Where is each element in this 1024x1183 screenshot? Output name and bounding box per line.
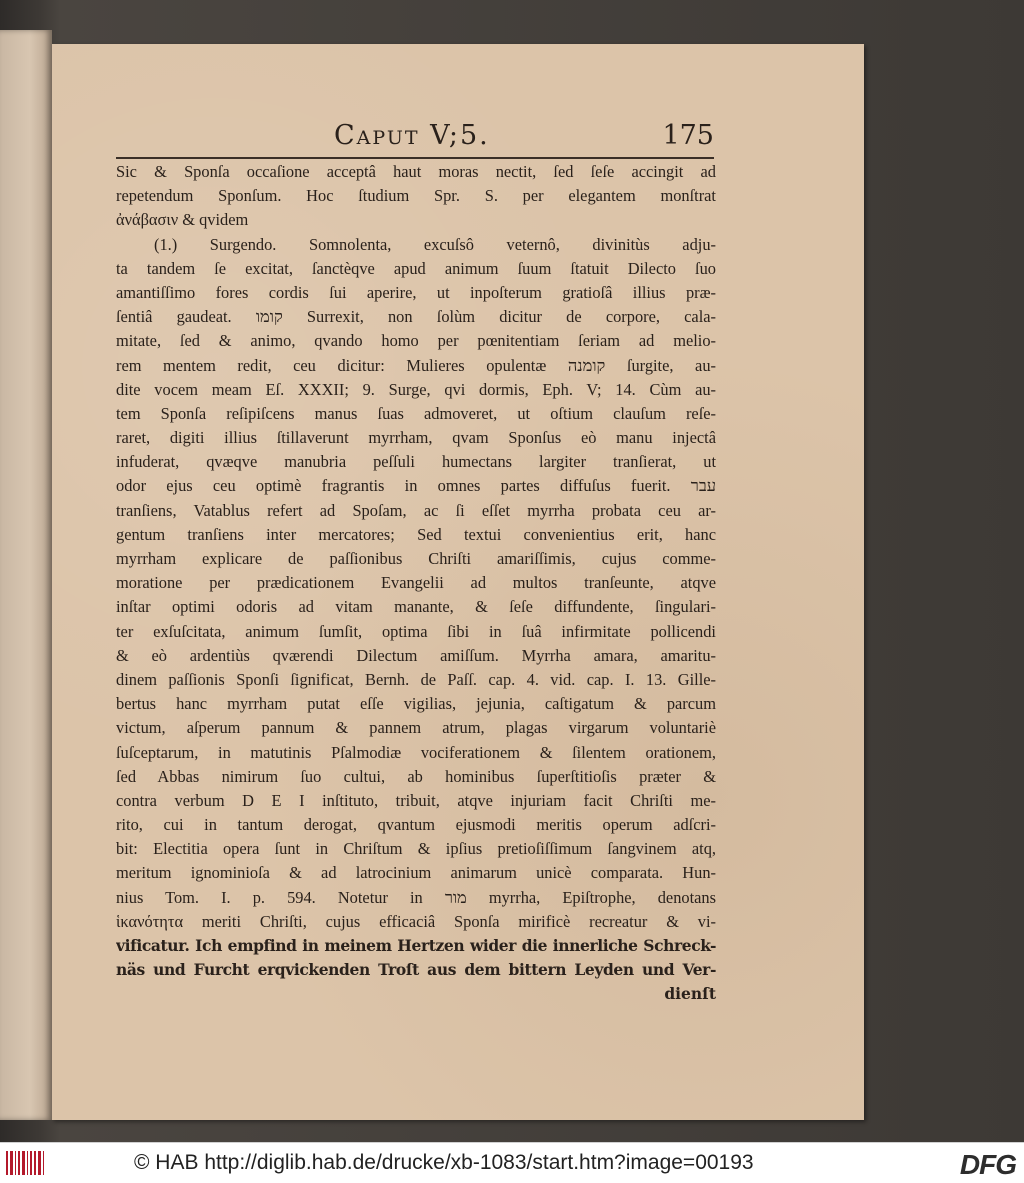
text-line: & eò ardentiùs qværendi Dilectum amiſſum. Myrrha amara, amaritu-	[116, 645, 716, 665]
text-line: infuderat, qvæqve manubria peſſuli humectans largiter tranſierat, ut	[116, 452, 716, 472]
text-line: Sic & Sponſa occaſione acceptâ haut moras nectit, ſed ſeſe accingit ad	[116, 162, 716, 181]
text-line: inſtar optimi odoris ad vitam manante, & ſeſe diffundente, ſingulari-	[116, 597, 716, 617]
text-line: amantiſſimo fores cordis ſui aperire, ut inpoſterum gratioſâ illius præ-	[116, 282, 716, 302]
text-line: rito, cui in tantum derogat, qvantum ejusmodi meritis operum adſcri-	[116, 815, 716, 835]
text-line: raret, digiti illius ſtillaverunt myrrham, qvam Sponſus eò manu injectâ	[116, 428, 716, 448]
text-line: ta tandem ſe excitat, ſanctèqve apud animum ſuum ſtatuit Dilecto ſuo	[116, 258, 716, 278]
text-line: moratione per prædicationem Evangelii ad multos tranſeunte, atqve	[116, 573, 716, 593]
text-line: mitate, ſed & animo, qvando homo per pœnitentiam ſeriam ad melio-	[116, 331, 716, 351]
text-line: rem mentem redit, ceu dicitur: Mulieres opulentæ קומנה ſurgite, au-	[116, 355, 716, 375]
text-line: ἱκανότητα meriti Chriſti, cujus efficaciâ Sponſa mirificè recreatur & vi-	[116, 911, 716, 931]
text-line: tranſiens, Vatablus refert ad Spoſam, ac ſi eſſet myrrha probata ceu ar-	[116, 500, 716, 520]
text-line: victum, aſperum pannum & pannem atrum, plagas virgarum voluntariè	[116, 718, 716, 738]
text-line: meritum ignominioſa & ad latrocinium animarum unicè comparata. Hun-	[116, 863, 716, 883]
text-line: myrrham explicare de paſſionibus Chriſti amariſſimis, cujus comme-	[116, 549, 716, 568]
text-line: bit: Electitia opera ſunt in Chriſtum & ipſius pretioſiſſimum ſangvinem atq,	[116, 839, 716, 859]
text-line: nius Tom. I. p. 594. Notetur in מור myrrha, Epiſtrophe, denotans	[116, 887, 716, 907]
text-line: bertus hanc myrrham putat eſſe vigilias, jejunia, caſtigatum & parcum	[116, 694, 716, 714]
copyright-link[interactable]: © HAB http://diglib.hab.de/drucke/xb-1083/start.htm?image=00193	[134, 1151, 754, 1174]
catchword: dienſt	[664, 984, 716, 1004]
head-rule	[116, 157, 714, 159]
facing-page-edge	[0, 30, 52, 1120]
page-number: 175	[662, 120, 714, 151]
text-line: ſed Abbas nimirum ſuo cultui, ab hominibus ſuperſtitioſis præter &	[116, 766, 716, 786]
text-line: ſentiâ gaudeat. קומו Surrexit, non ſolùm dicitur de corpore, cala-	[116, 307, 716, 327]
text-line: ter exſuſcitata, animum ſumſit, optima ſibi in ſuâ infirmitate pollicendi	[116, 621, 716, 641]
text-line: (1.) Surgendo. Somnolenta, excuſsô veternô, divinitùs adju-	[154, 234, 716, 254]
text-line: dite vocem meam Eſ. XXXII; 9. Surge, qvi dormis, Eph. V; 14. Cùm au-	[116, 379, 716, 399]
text-line: ἀνάβασιν & qvidem	[116, 210, 249, 230]
text-line: repetendum Sponſum. Hoc ſtudium Spr. S. per elegantem monſtrat	[116, 186, 716, 206]
text-line: contra verbum D E I inſtituto, tribuit, atqve injuriam facit Chriſti me-	[116, 790, 716, 810]
text-line: ſuſceptarum, in matutinis Pſalmodiæ vociferationem & ſilentem orationem,	[116, 742, 716, 762]
text-line: gentum tranſiens inter mercatores; Sed textui convenientius erit, hanc	[116, 524, 716, 544]
text-line: odor ejus ceu optimè fragrantis in omnes partes diffuſus fuerit. עבר	[116, 476, 716, 496]
viewer-footer	[0, 1142, 1024, 1183]
barcode-icon	[6, 1151, 50, 1175]
body-text	[116, 160, 716, 1007]
text-line: näs und Furcht erqvickenden Troſt aus dem bittern Leyden und Ver-	[116, 960, 716, 980]
running-head	[334, 120, 714, 156]
running-title: Caput V;5.	[334, 120, 490, 151]
text-line: vificatur. Ich empfind in meinem Hertzen wider die innerliche Schreck-	[116, 936, 716, 955]
text-line: dinem paſſionis Sponſi ſignificat, Bernh. de Paſſ. cap. 4. vid. cap. I. 13. Gille-	[116, 669, 716, 689]
text-line: tem Sponſa reſipiſcens manus ſuas admoveret, ut oſtium clauſum reſe-	[116, 403, 716, 423]
dfg-logo: DFG	[959, 1149, 1016, 1180]
